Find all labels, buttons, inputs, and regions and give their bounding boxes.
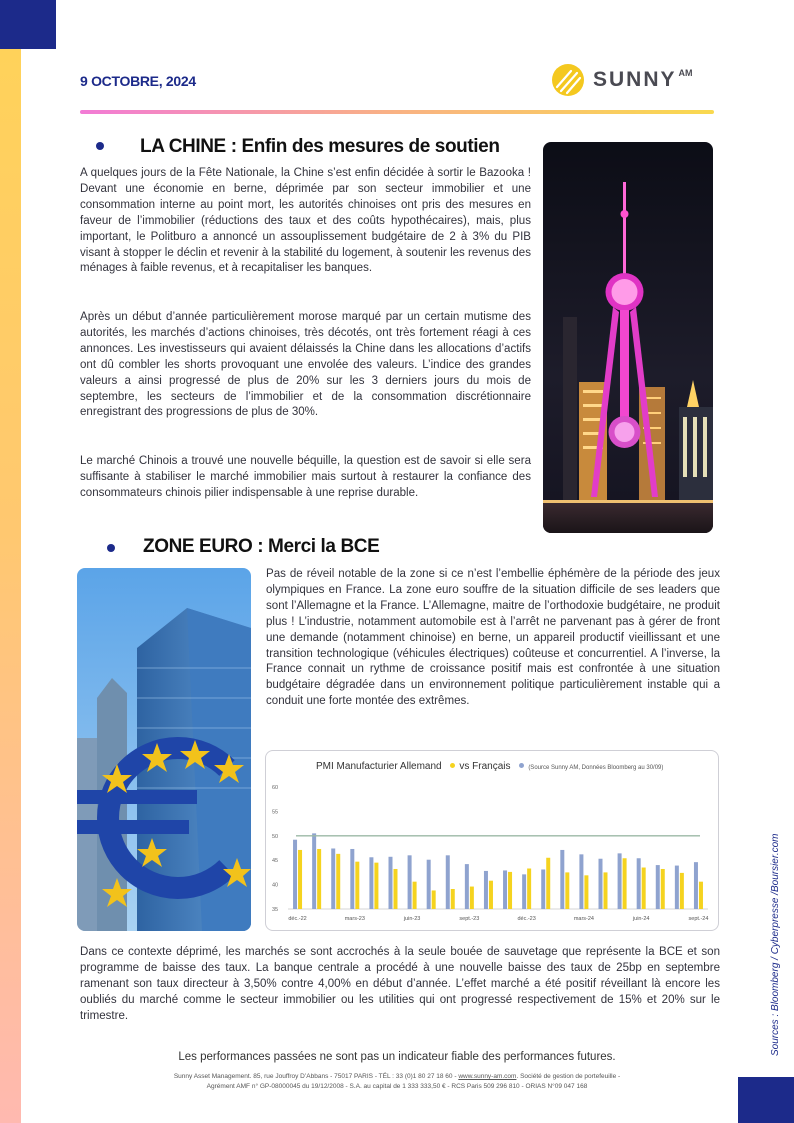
legal-line-1a: Sunny Asset Management. 85, rue Jouffroy D’Abbans - 75017 PARIS - TÉL : 33 (0)1 80 27 18 60 - [173, 1073, 457, 1080]
x-tick-label: sept.-24 [688, 916, 709, 922]
bar-francais [369, 857, 373, 909]
pmi-chart [265, 750, 719, 931]
y-tick-label: 60 [272, 785, 279, 791]
bar-allemand [565, 872, 569, 909]
y-tick-label: 45 [272, 858, 279, 865]
top-left-decor [0, 0, 56, 49]
bar-allemand [336, 854, 340, 909]
bar-francais [694, 862, 698, 909]
left-gradient-band [0, 49, 21, 1123]
y-tick-label: 50 [272, 833, 279, 840]
bar-francais [484, 871, 488, 909]
bar-allemand [470, 887, 474, 909]
publication-date: 9 OCTOBRE, 2024 [80, 73, 196, 89]
china-section-title: LA CHINE : Enfin des mesures de soutien [140, 136, 500, 157]
header-gradient-rule [80, 110, 714, 114]
bar-allemand [394, 869, 398, 909]
bar-allemand [699, 882, 703, 909]
bar-allemand [298, 850, 302, 909]
bar-francais [331, 848, 335, 909]
bar-francais [389, 857, 393, 909]
legal-notice [0, 1072, 794, 1091]
bar-allemand [489, 881, 493, 909]
bar-francais [465, 864, 469, 909]
bar-francais [503, 870, 507, 909]
bar-francais [618, 853, 622, 909]
y-tick-label: 40 [272, 882, 279, 889]
bar-francais [312, 833, 316, 909]
legal-line-2: Agrément AMF n° GP-08000045 du 19/12/2008 - S.A. au capital de 1 333 333,50 € - RCS Paris 509 296 810 - ORIAS N°09 047 168 [206, 1082, 588, 1090]
y-tick-label: 55 [272, 809, 279, 816]
bar-francais [560, 850, 564, 909]
bar-allemand [508, 872, 512, 909]
bar-francais [522, 874, 526, 909]
euro-sign-photo [77, 568, 251, 931]
website-link[interactable]: www.sunny-am.com [458, 1073, 517, 1080]
euro-paragraph-1: Pas de réveil notable de la zone si ce n’est l’embellie éphémère de la période des jeux olympiques en France. La zone euro souffre de la situation difficile de ses leaders que sont l’Allemagne et la France. L’Allemagne, maitre de l’orthodoxie budgétaire, ne produit plus ! L’industrie, notamment automobile est à l’arrêt ne parvenant pas à gérer de front une demande (notamment chinoise) en berne, un appareil productif vieillissant et une transition technologique (véhicules électriques) coûteuse et concurrentiel. A l’inverse, la France connait un rythme de croissance positif mais est confrontée à une situation budgétaire dégradée dans un environnement politique particulièrement instable qui a conduit une forte montée des extrêmes. [266, 568, 720, 708]
chart-plot [266, 751, 718, 930]
x-tick-label: déc.-22 [288, 916, 307, 922]
euro-section-title: ZONE EURO : Merci la BCE [143, 536, 380, 557]
bar-francais [599, 859, 603, 909]
bar-francais [675, 866, 679, 909]
euro-paragraph-2: Dans ce contexte déprimé, les marchés se sont accrochés à la seule bouée de sauvetage que représente la BCE et son programme de baisse des taux. La banque centrale a procédé à une nouvelle baisse des taux de 25bp en septembre ramenant son taux directeur à 3,50% contre 4,00% en début d’année. L’effet marché a été positif réveillant là encore les oubliés du marché comme le secteur immobilier ou les utilities qui ont progressé respectivement de 15% et 20% sur le trimestre. [80, 946, 720, 1022]
bar-allemand [680, 873, 684, 909]
bullet-icon [96, 142, 104, 150]
bullet-icon [107, 544, 115, 552]
bar-francais [637, 858, 641, 909]
performance-disclaimer: Les performances passées ne sont pas un indicateur fiable des performances futures. [178, 1051, 616, 1063]
china-paragraph-3: Le marché Chinois a trouvé une nouvelle béquille, la question est de savoir si elle sera suffisante à stabiliser le marché immobilier mais surtout à restaurer la confiance des consommateurs chinois pilier indispensable à une reprise durable. [80, 455, 531, 499]
bar-allemand [355, 862, 359, 909]
bar-allemand [642, 868, 646, 909]
bar-francais [579, 854, 583, 909]
x-tick-label: juin-24 [632, 916, 650, 922]
bar-allemand [623, 858, 627, 909]
chart-source: (Source Sunny AM, Données Bloomberg au 30/09) [528, 765, 664, 771]
bar-allemand [527, 868, 531, 909]
bar-allemand [584, 875, 588, 909]
bar-francais [293, 840, 297, 909]
x-tick-label: déc.-23 [517, 916, 536, 922]
sunny-am-logo [551, 60, 721, 100]
chart-title: PMI Manufacturier Allemand [316, 761, 442, 772]
bar-allemand [413, 882, 417, 909]
bar-allemand [546, 858, 550, 909]
chart-title-vs: vs Français [459, 761, 511, 772]
bar-francais [408, 855, 412, 909]
logo-am: AM [678, 68, 693, 78]
bar-allemand [317, 849, 321, 909]
bar-allemand [374, 863, 378, 909]
china-paragraph-2: Après un début d’année particulièrement morose marqué par un certain mutisme des autorités, les marchés d’actions chinoises, très décotés, ont très fortement réagi à ces annonces. Les investisseurs qui avaient délaissés la Chine dans les allocations d’actifs ont dû combler les shorts provoquant une envolée des valeurs. L’indice des grandes valeurs a ainsi progressé de plus de 20% sur les 3 derniers jours du mois de septembre, les secteurs de l’immobilier et de la consommation discrétionnaire enregistrant des progressions de plus de 30%. [80, 311, 531, 419]
bar-allemand [661, 869, 665, 909]
bar-allemand [451, 889, 455, 909]
bar-allemand [432, 890, 436, 909]
bar-francais [350, 849, 354, 909]
legal-line-1b: . Société de gestion de portefeuille - [516, 1073, 621, 1080]
bar-francais [656, 865, 660, 909]
china-paragraph-1: A quelques jours de la Fête Nationale, la Chine s’est enfin décidée à sortir le Bazooka ! Devant une économie en berne, déprimée par son secteur immobilier et une consommation interne au point mort, les autorités chinoises ont pris des mesures en faveur de l’immobilier (réductions des taux et des coûts hypothécaires), mais, plus important, le Politburo a annoncé un assouplissement budgétaire de 2 à 3% du PIB visant à stopper le déclin et revenir à la stabilité du logement, à soutenir les revenus des ménages à faible revenus, et à recapitaliser les banques. [80, 167, 531, 275]
logo-wordmark: SUNNY [593, 68, 677, 91]
bar-francais [427, 860, 431, 909]
x-tick-label: juin-23 [403, 916, 421, 922]
sun-icon [551, 63, 585, 97]
x-tick-label: mars-24 [573, 916, 594, 922]
bar-allemand [604, 872, 608, 909]
bar-francais [541, 869, 545, 909]
x-tick-label: mars-23 [344, 916, 365, 922]
sources-note: Sources : Bloomberg / Cyberpresse /Boursier.com [770, 833, 781, 1056]
x-tick-label: sept.-23 [459, 916, 480, 922]
y-tick-label: 35 [272, 907, 279, 913]
bar-francais [446, 855, 450, 909]
shanghai-tower-photo [543, 142, 713, 533]
